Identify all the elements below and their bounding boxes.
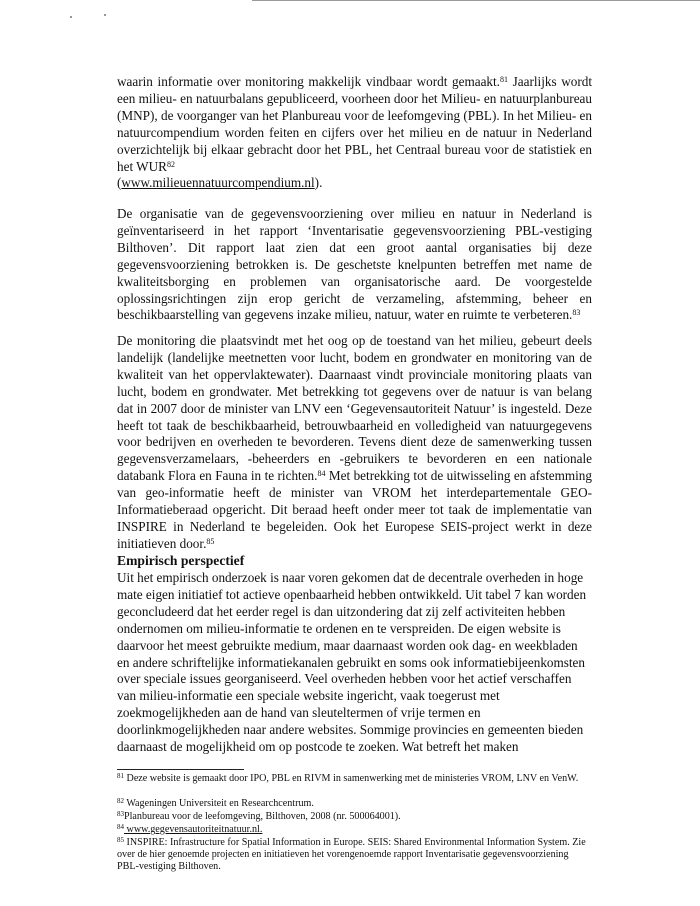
para1-text-b: Jaarlijks wordt een milieu- en natuurbalans gepubliceerd, voorheen door het Milieu- en natuurplanbureau (MNP), de voorganger van het Planbureau voor de leefomgeving (PBL). In het Milieu- en natuurcompendium worden feiten en cijfers over het milieu en de natuur in Nederland overzichtelijk bij elkaar gebracht door het PBL, het Centraal bureau voor de statistiek en het WUR [117, 74, 592, 174]
section-heading: Empirisch perspectief [117, 553, 245, 568]
footnote-85 [117, 837, 592, 874]
footnote-number: 85 [117, 836, 124, 844]
footnote-number: 81 [117, 772, 124, 780]
footnote-81 [117, 773, 592, 785]
para3-text-a: De monitoring die plaatsvindt met het oog op de toestand van het milieu, gebeurt deels landelijk (landelijke meetnetten voor lucht, bodem en grondwater en monitoring van de kwaliteit van het oppervlaktewater). Daarnaast vindt provinciale monitoring plaats van lucht, bodem en grondwater. Met betrekking tot gegevens over de natuur is van belang dat in 2007 door de minister van LNV een ‘Gegevensautoriteit Natuur’ is ingesteld. Deze heeft tot taak de beschikbaarheid, betrouwbaarheid en volledigheid van natuurgegevens voor bedrijven en overheden te bevorderen. Tevens dient deze de samenwerking tussen gegevensverzamelaars, -beheerders en -gebruikers te bevorderen en een nationale databank Flora en Fauna in te richten. [117, 333, 592, 484]
top-border-line [252, 0, 700, 1]
footnote-82 [117, 798, 592, 810]
footnote-link[interactable]: www.gegevensautoriteitnatuur.nl. [124, 824, 263, 835]
footnote-84 [117, 824, 592, 836]
footnote-text: Wageningen Universiteit en Researchcentrum. [124, 798, 314, 809]
footnote-number: 83 [117, 810, 124, 818]
footnote-ref-82[interactable]: 82 [166, 159, 175, 169]
footnote-text: INSPIRE: Infrastructure for Spatial Information in Europe. SEIS: Shared Environmental Information System. Zie over de hier genoemde projecten en initiatieven het vorengenoemde rapport Inventarisatie gegevensvoorziening PBL-vestiging Bilthoven. [117, 837, 586, 873]
paragraph-monitoring-landelijk [117, 333, 592, 553]
para4-text: Uit het empirisch onderzoek is naar voren gekomen dat de decentrale overheden in hoge mate eigen initiatief tot actieve openbaarheid hebben ontwikkeld. Uit tabel 7 kan worden geconcludeerd dat het eerder regel is dan uitzondering dat zij zelf activiteiten hebben ondernomen om milieu-informatie te ordenen en te verspreiden. De eigen website is daarvoor het meest gebruikte medium, maar daarnaast worden ook dag- en weekbladen en andere schriftelijke informatiekanalen gebruikt en soms ook informatiebijeenkomsten over speciale issues georganiseerd. Veel overheden hebben voor het actief verschaffen van milieu-informatie een speciale website ingericht, vaak toegerust met zoekmogelijkheden aan de hand van sleuteltermen of vrije termen en doorlinkmogelijkheden naar andere websites. Sommige provincies en gemeenten bieden daarnaast de mogelijkheid om op postcode te zoeken. Wat betreft het maken [117, 570, 587, 755]
footnote-number: 84 [117, 823, 124, 831]
footnote-ref-83[interactable]: 83 [572, 308, 581, 318]
footnote-number: 82 [117, 797, 124, 805]
footnote-text: Planbureau voor de leefomgeving, Bilthoven, 2008 (nr. 500064001). [124, 811, 401, 822]
paragraph-monitoring [117, 74, 592, 192]
paragraph-organisatie [117, 206, 592, 324]
compendium-link[interactable]: www.milieuennatuurcompendium.nl [121, 175, 315, 191]
footnote-ref-81[interactable]: 81 [499, 75, 508, 84]
para2-text: De organisatie van de gegevensvoorziening over milieu en natuur in Nederland is geïnventariseerd in het rapport ‘Inventarisatie gegevensvoorziening PBL-vestiging Bilthoven’. Dit rapport laat zien dat een groot aantal organisaties bij deze gegevensvoorziening betrokken is. De geschetste knelpunten betreffen met name de kwaliteitsborging en problemen van organisatorische aard. De voorgestelde oplossingsrichtingen zijn erop gericht de verzameling, afstemming, beheer en beschikbaarstelling van gegevens inzake milieu, natuur, water en ruimte te verbeteren. [117, 206, 592, 323]
para1-close: ). [314, 175, 323, 191]
scan-speck [104, 14, 106, 16]
para3-text-b: Met betrekking tot de uitwisseling en afstemming van geo-informatie heeft de minister van VROM het interdepartementale GEO-Informatieberaad opgericht. Dit beraad heeft onder meer tot taak de implementatie van INSPIRE in Nederland te begeleiden. Ook het Europese SEIS-project werkt in deze initiatieven door. [117, 468, 592, 551]
footnote-ref-84[interactable]: 84 [317, 469, 326, 479]
footnote-83 [117, 811, 592, 823]
paragraph-empirisch [117, 570, 592, 756]
footnote-text: Deze website is gemaakt door IPO, PBL en RIVM in samenwerking met de ministeries VROM, LNV en VenW. [124, 773, 579, 784]
footnote-separator [117, 769, 244, 770]
scan-speck [70, 16, 72, 18]
footnote-ref-85[interactable]: 85 [206, 536, 215, 546]
para1-open: ( [117, 175, 122, 191]
para1-text-a: waarin informatie over monitoring makkelijk vindbaar wordt gemaakt. [117, 74, 500, 89]
